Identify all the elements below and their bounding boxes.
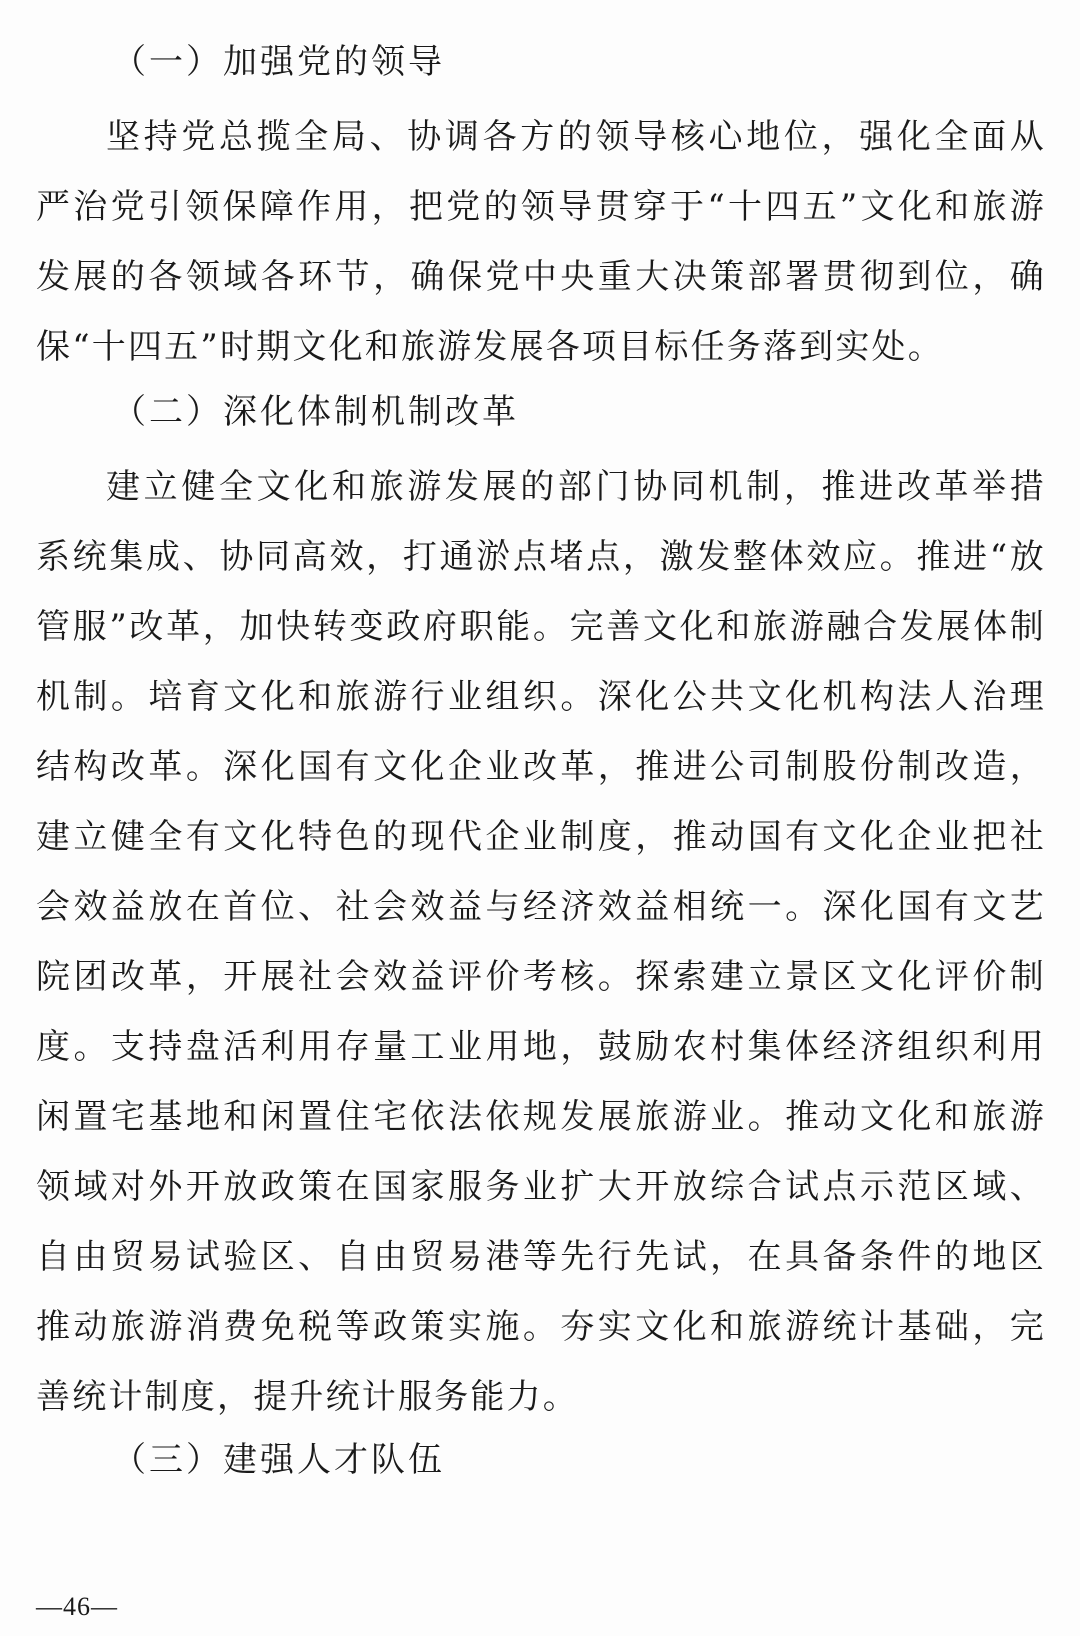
page-number: —46—	[36, 1592, 118, 1621]
section-heading-1: （一）加强党的领导	[112, 42, 445, 82]
section-heading-3: （三）建强人才队伍	[112, 1440, 445, 1480]
section-paragraph-1: 坚持党总揽全局、协调各方的领导核心地位，强化全面从严治党引领保障作用，把党的领导贯穿于“十四五”文化和旅游发展的各领域各环节，确保党中央重大决策部署贯彻到位，确保“十四五”时期文化和旅游发展各项目标任务落到实处。	[36, 117, 1046, 367]
section-paragraph-2: 建立健全文化和旅游发展的部门协同机制，推进改革举措系统集成、协同高效，打通淤点堵点，激发整体效应。推进“放管服”改革，加快转变政府职能。完善文化和旅游融合发展体制机制。培育文化和旅游行业组织。深化公共文化机构法人治理结构改革。深化国有文化企业改革，推进公司制股份制改造，建立健全有文化特色的现代企业制度，推动国有文化企业把社会效益放在首位、社会效益与经济效益相统一。深化国有文艺院团改革，开展社会效益评价考核。探索建立景区文化评价制度。支持盘活利用存量工业用地，鼓励农村集体经济组织利用闲置宅基地和闲置住宅依法依规发展旅游业。推动文化和旅游领域对外开放政策在国家服务业扩大开放综合试点示范区域、自由贸易试验区、自由贸易港等先行先试，在具备条件的地区推动旅游消费免税等政策实施。夯实文化和旅游统计基础，完善统计制度，提升统计服务能力。	[36, 467, 1046, 1417]
section-heading-2: （二）深化体制机制改革	[112, 392, 519, 432]
